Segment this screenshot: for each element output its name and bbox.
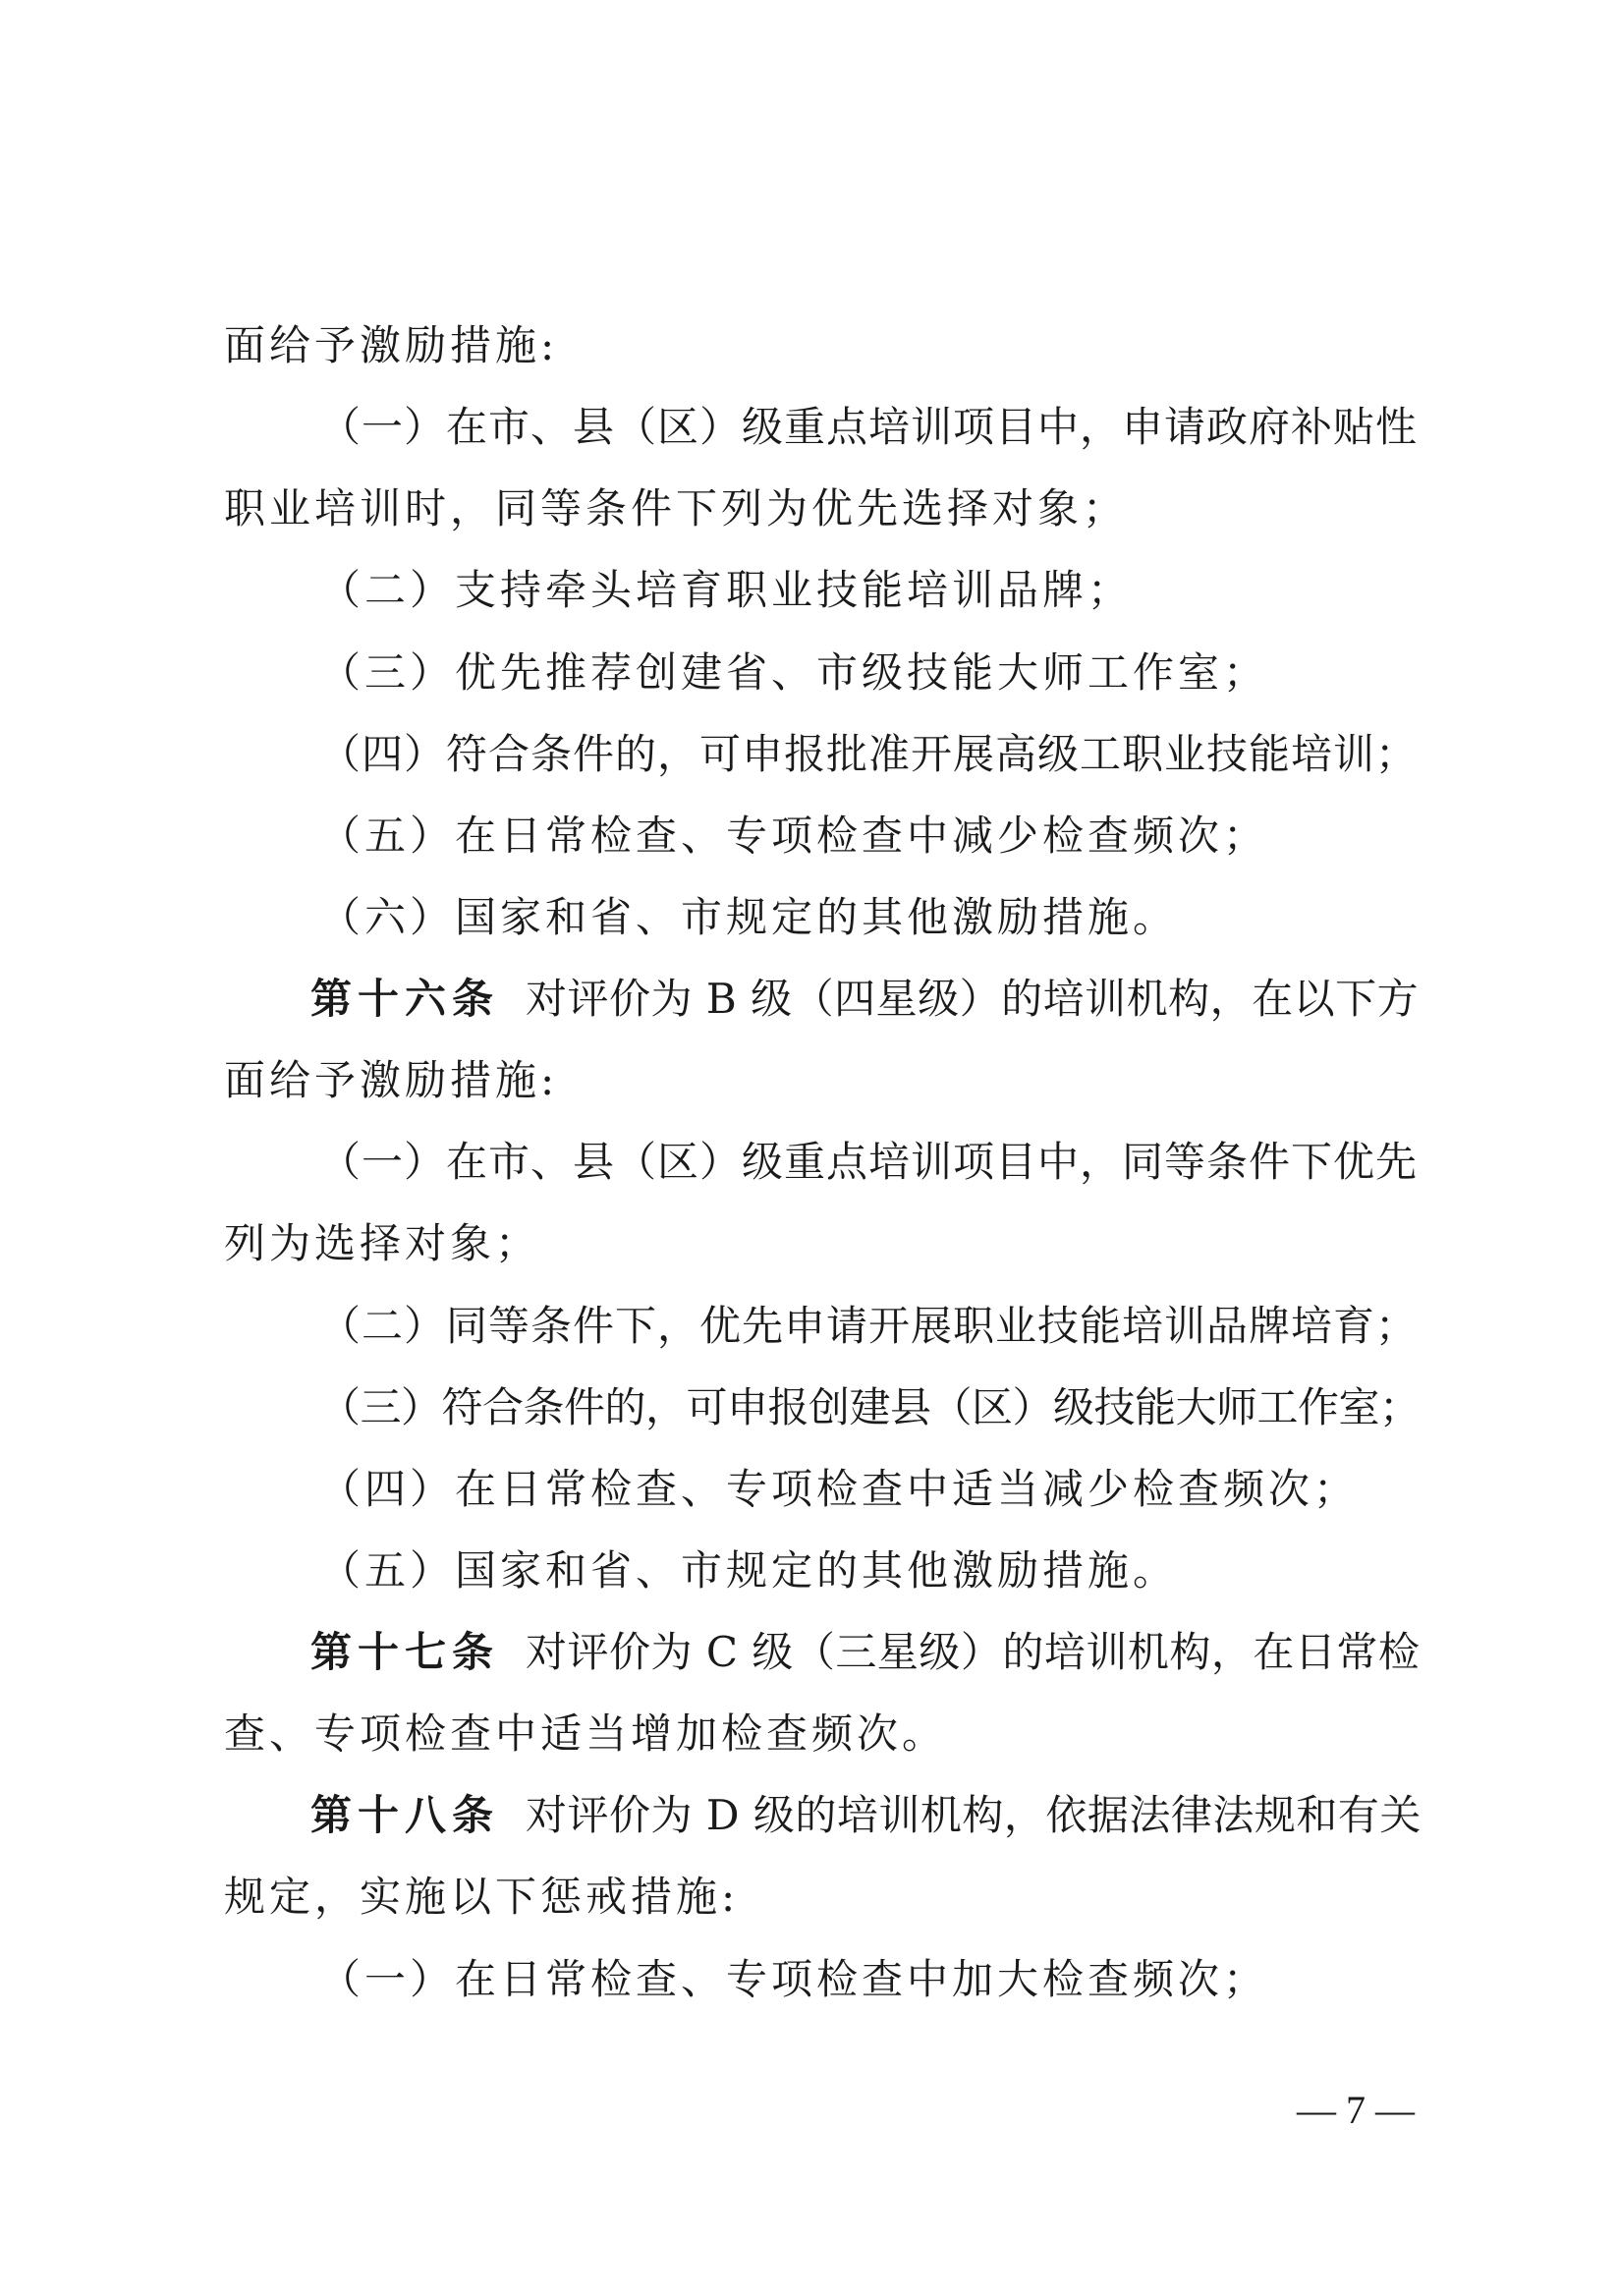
article-16-text: 对评价为 B 级（四星级）的培训机构，在以下方 [526,975,1420,1023]
text-line [0,561,1617,620]
text-line-content: （三）优先推荐创建省、市级技能大师工作室； [319,648,1269,697]
text-line [0,1868,1617,1927]
article-18-line [0,1786,1617,1845]
text-line [0,1378,1617,1437]
text-line [0,1950,1617,2009]
text-line-content: （二）支持牵头培育职业技能培训品牌； [319,566,1134,614]
text-line [0,888,1617,947]
text-line-content: 面给予激励措施: [224,321,559,369]
text-line-content: 职业培训时，同等条件下列为优先选择对象； [224,484,1129,532]
text-line-content: （四）在日常检查、专项检查中适当减少检查频次； [319,1465,1360,1513]
text-line-content: （六）国家和省、市规定的其他激励措施。 [319,893,1179,941]
article-16-heading: 第十六条 [310,975,500,1023]
text-line [0,725,1617,784]
article-17-text: 对评价为 C 级（三星级）的培训机构，在日常检 [526,1628,1421,1676]
text-line [0,479,1617,538]
text-line-content: （一）在市、县（区）级重点培训项目中，同等条件下优先 [319,1138,1419,1186]
text-line [0,644,1617,702]
text-line-content: （一）在市、县（区）级重点培训项目中，申请政府补贴性 [319,403,1419,451]
text-line-content: （五）国家和省、市规定的其他激励措施。 [319,1546,1179,1595]
text-line [0,1133,1617,1192]
text-line [0,807,1617,866]
page-number: — 7 — [1297,2088,1415,2132]
text-line [0,1705,1617,1764]
text-line-content: （四）符合条件的，可申报批准开展高级工职业技能培训； [319,730,1419,778]
article-16-line [0,970,1617,1029]
text-line-content: （一）在日常检查、专项检查中加大检查频次； [319,1955,1269,2003]
text-line [0,1051,1617,1110]
article-18-heading: 第十八条 [310,1791,500,1839]
text-line [0,398,1617,457]
text-line [0,1214,1617,1273]
article-17-heading: 第十七条 [310,1628,500,1676]
text-line-content: （五）在日常检查、专项检查中减少检查频次； [319,812,1269,860]
text-line [0,316,1617,375]
text-line [0,1460,1617,1519]
text-line [0,1297,1617,1356]
text-line-content: 规定，实施以下惩戒措施: [224,1873,740,1921]
text-line [0,1541,1617,1600]
text-line-content: 列为选择对象； [224,1219,541,1267]
text-line-content: 面给予激励措施: [224,1056,559,1104]
article-18-text: 对评价为 D 级的培训机构，依据法律法规和有关 [526,1791,1422,1839]
article-17-line [0,1623,1617,1682]
text-line-content: 查、专项检查中适当增加检查频次。 [224,1709,948,1758]
text-line-content: （三）符合条件的，可申报创建县（区）级技能大师工作室； [319,1383,1421,1431]
text-line-content: （二）同等条件下，优先申请开展职业技能培训品牌培育； [319,1302,1419,1350]
